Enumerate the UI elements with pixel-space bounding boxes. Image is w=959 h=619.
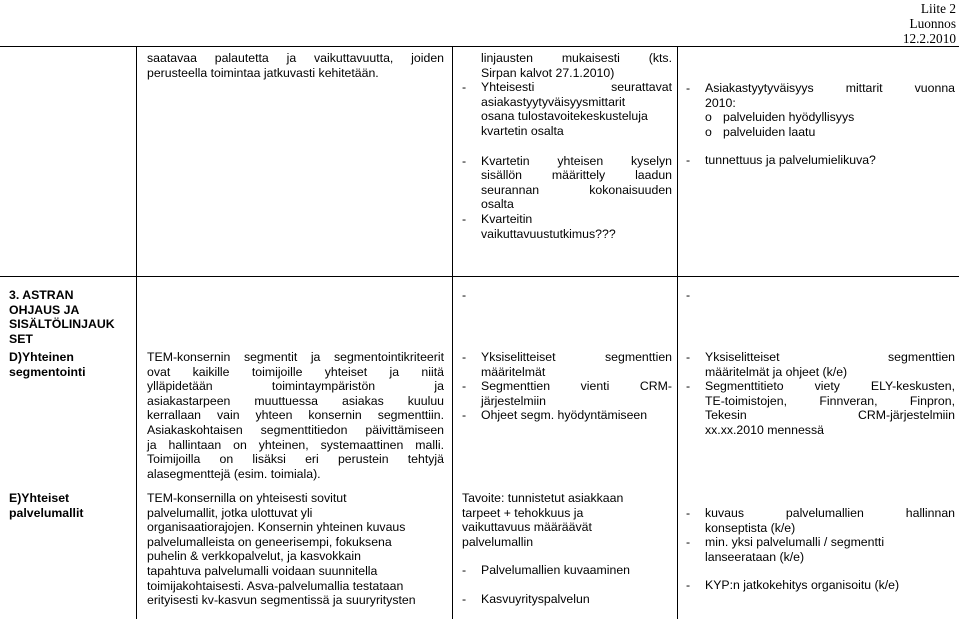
text-line: - KYP:n jatkokehitys organisoitu (k/e) bbox=[705, 578, 900, 593]
text-line: puhelin & verkkopalvelut, ja kasvokkain bbox=[147, 549, 361, 564]
text-line: o palveluiden hyödyllisyys bbox=[723, 110, 855, 125]
row-e-actions bbox=[459, 491, 672, 607]
text-line: konseptista (k/e) bbox=[705, 520, 796, 535]
text-line: - Kasvuyrityspalvelun bbox=[481, 591, 590, 606]
text-line: 3. ASTRAN bbox=[9, 288, 74, 302]
list-item bbox=[459, 379, 672, 408]
row-label-segmentation bbox=[9, 350, 135, 379]
top-col2-text bbox=[147, 51, 444, 80]
text-line: - Palvelumallien kuvaaminen bbox=[481, 563, 631, 578]
text-line: tarpeet + tehokkuus ja bbox=[462, 505, 584, 520]
text-line: - Kvartetin yhteisen kyselyn bbox=[481, 153, 672, 168]
text-line: xx.xx.2010 mennessä bbox=[705, 422, 824, 437]
text-line: tapahtuva palvelumalli voidaan suunnitella bbox=[147, 563, 378, 578]
text-line: SET bbox=[9, 331, 33, 346]
text-line: palvelumalleista on geneerisempi, fokuksena bbox=[147, 534, 392, 549]
text-line: o palveluiden laatu bbox=[723, 124, 816, 139]
goal-statement bbox=[459, 491, 672, 549]
section-dash-col4: - bbox=[686, 288, 691, 302]
list-item bbox=[459, 592, 672, 607]
text-line: - tunnettuus ja palvelumielikuva? bbox=[705, 153, 876, 168]
text-line: kvartetin osalta bbox=[481, 123, 564, 138]
text-line: ylläpidetään toimintaympäristön ja bbox=[147, 379, 444, 394]
text-line: Asiakaskohtaisen segmenttitiedon päivittämiseen bbox=[147, 422, 444, 437]
text-line: D)Yhteinen bbox=[9, 350, 74, 364]
text-line: - Yhteisesti seurattavat bbox=[481, 80, 672, 95]
attachment-label: Liite 2 bbox=[920, 1, 956, 16]
text-line: linjausten mukaisesti (kts. bbox=[481, 51, 672, 65]
document-header bbox=[903, 2, 956, 46]
text-line: Toimijoilla on lisäksi eri perustein tehtyjä bbox=[147, 452, 444, 467]
text-line: TEM-konsernin segmentit ja segmentointikriteerit bbox=[147, 350, 444, 364]
row-label-service-models bbox=[9, 491, 135, 520]
text-line: ja hallintaan on yhteinen, systemaattinen malli. bbox=[147, 437, 444, 452]
text-line: perusteella toimintaa jatkuvasti kehitetään. bbox=[147, 65, 379, 80]
text-line: SISÄLTÖLINJAUK bbox=[9, 317, 115, 332]
row-d-indicators bbox=[683, 350, 955, 438]
col-border-1 bbox=[136, 46, 137, 619]
text-line: osalta bbox=[481, 197, 514, 212]
text-line: - Segmenttitieto viety ELY-keskusten, bbox=[705, 379, 955, 394]
text-line: Sirpan kalvot 27.1.2010) bbox=[481, 65, 615, 80]
list-item bbox=[683, 506, 955, 535]
list-item bbox=[459, 212, 672, 241]
text-line: alasegmenttejä (esim. toimiala). bbox=[147, 466, 321, 481]
text-line: asiakastarpeen muuttuessa asiakas kuuluu bbox=[147, 393, 444, 408]
text-line: - Kvarteitin bbox=[481, 211, 533, 226]
text-line: - Yksiselitteiset segmenttien bbox=[481, 350, 672, 364]
text-line: - Yksiselitteiset segmenttien bbox=[705, 350, 955, 364]
text-line: sisällön määrittely laadun bbox=[481, 168, 672, 183]
list-item bbox=[683, 535, 955, 564]
list-item bbox=[459, 563, 672, 578]
sub-list-item bbox=[683, 110, 955, 125]
text-line: erityisesti kv-kasvun segmentissä ja suuryritysten bbox=[147, 593, 416, 608]
col-border-3 bbox=[677, 46, 678, 619]
continuation-item bbox=[459, 51, 672, 80]
text-line: Tavoite: tunnistetut asiakkaan bbox=[462, 491, 624, 505]
text-line: lanseerataan (k/e) bbox=[705, 549, 805, 564]
list-item bbox=[683, 578, 955, 593]
text-line: kerrallaan vain yhteen konsernin segmenttiin. bbox=[147, 408, 444, 423]
row-e-indicators bbox=[683, 506, 955, 593]
text-line: vaikuttavuustutkimus??? bbox=[481, 226, 616, 241]
text-line: palvelumallit bbox=[9, 505, 84, 520]
text-line: segmentointi bbox=[9, 364, 86, 379]
list-item bbox=[683, 81, 955, 110]
text-line: - kuvaus palvelumallien hallinnan bbox=[705, 506, 955, 520]
text-line: organisaatiorajojen. Konsernin yhteinen kuvaus bbox=[147, 520, 406, 535]
text-line: palvelumallin bbox=[462, 534, 534, 549]
text-line: saatavaa palautetta ja vaikuttavuutta, joiden bbox=[147, 51, 444, 65]
text-line: TE-toimistojen, Finnveran, Finpron, bbox=[705, 393, 955, 408]
text-line: - Asiakastyytyväisyys mittarit vuonna bbox=[705, 81, 955, 95]
text-line: E)Yhteiset bbox=[9, 491, 70, 505]
list-item bbox=[459, 350, 672, 379]
text-line: - Segmenttien vienti CRM- bbox=[481, 379, 672, 394]
table-top-border bbox=[0, 46, 959, 47]
text-line: vaikuttavuus määräävät bbox=[462, 520, 592, 535]
text-line: 2010: bbox=[705, 95, 736, 110]
text-line: - Ohjeet segm. hyödyntämiseen bbox=[481, 408, 648, 423]
text-line: OHJAUS JA bbox=[9, 302, 80, 317]
text-line: - min. yksi palvelumalli / segmentti bbox=[705, 535, 885, 550]
draft-label: Luonnos bbox=[909, 15, 956, 31]
list-item bbox=[683, 153, 955, 168]
top-col4-text bbox=[683, 81, 955, 168]
list-item bbox=[459, 154, 672, 212]
col-border-2 bbox=[452, 46, 453, 619]
list-item bbox=[683, 379, 955, 437]
row-d-actions bbox=[459, 350, 672, 423]
document-date: 12.2.2010 bbox=[902, 30, 956, 46]
text-line: toimijakohtaisesti. Asva-palvelumallia testataan bbox=[147, 578, 404, 593]
text-line: määritelmät ja ohjeet (k/e) bbox=[705, 364, 848, 379]
row-d-description bbox=[147, 350, 444, 481]
text-line: seurannan kokonaisuuden bbox=[481, 182, 672, 197]
list-item bbox=[459, 408, 672, 423]
text-line: TEM-konsernilla on yhteisesti sovitut bbox=[147, 491, 347, 505]
row-e-description bbox=[147, 491, 444, 608]
top-col3-text bbox=[459, 51, 672, 241]
text-line: järjestelmiin bbox=[481, 393, 546, 408]
section-title bbox=[9, 288, 135, 346]
list-item bbox=[459, 80, 672, 138]
text-line: Tekesin CRM-järjestelmiin bbox=[705, 408, 955, 423]
text-line: ovat kaikille toimijoille yhteiset ja niitä bbox=[147, 364, 444, 379]
text-line: osana tulostavoitekeskusteluja bbox=[481, 109, 648, 124]
text-line: määritelmät bbox=[481, 364, 546, 379]
text-line: asiakastyytyväisyysmittarit bbox=[481, 94, 626, 109]
text-line: palvelumallit, jotka ulottuvat yli bbox=[147, 505, 313, 520]
list-item bbox=[683, 350, 955, 379]
section-dash-col3: - bbox=[462, 288, 467, 302]
sub-list-item bbox=[683, 125, 955, 140]
section-divider bbox=[0, 276, 959, 277]
